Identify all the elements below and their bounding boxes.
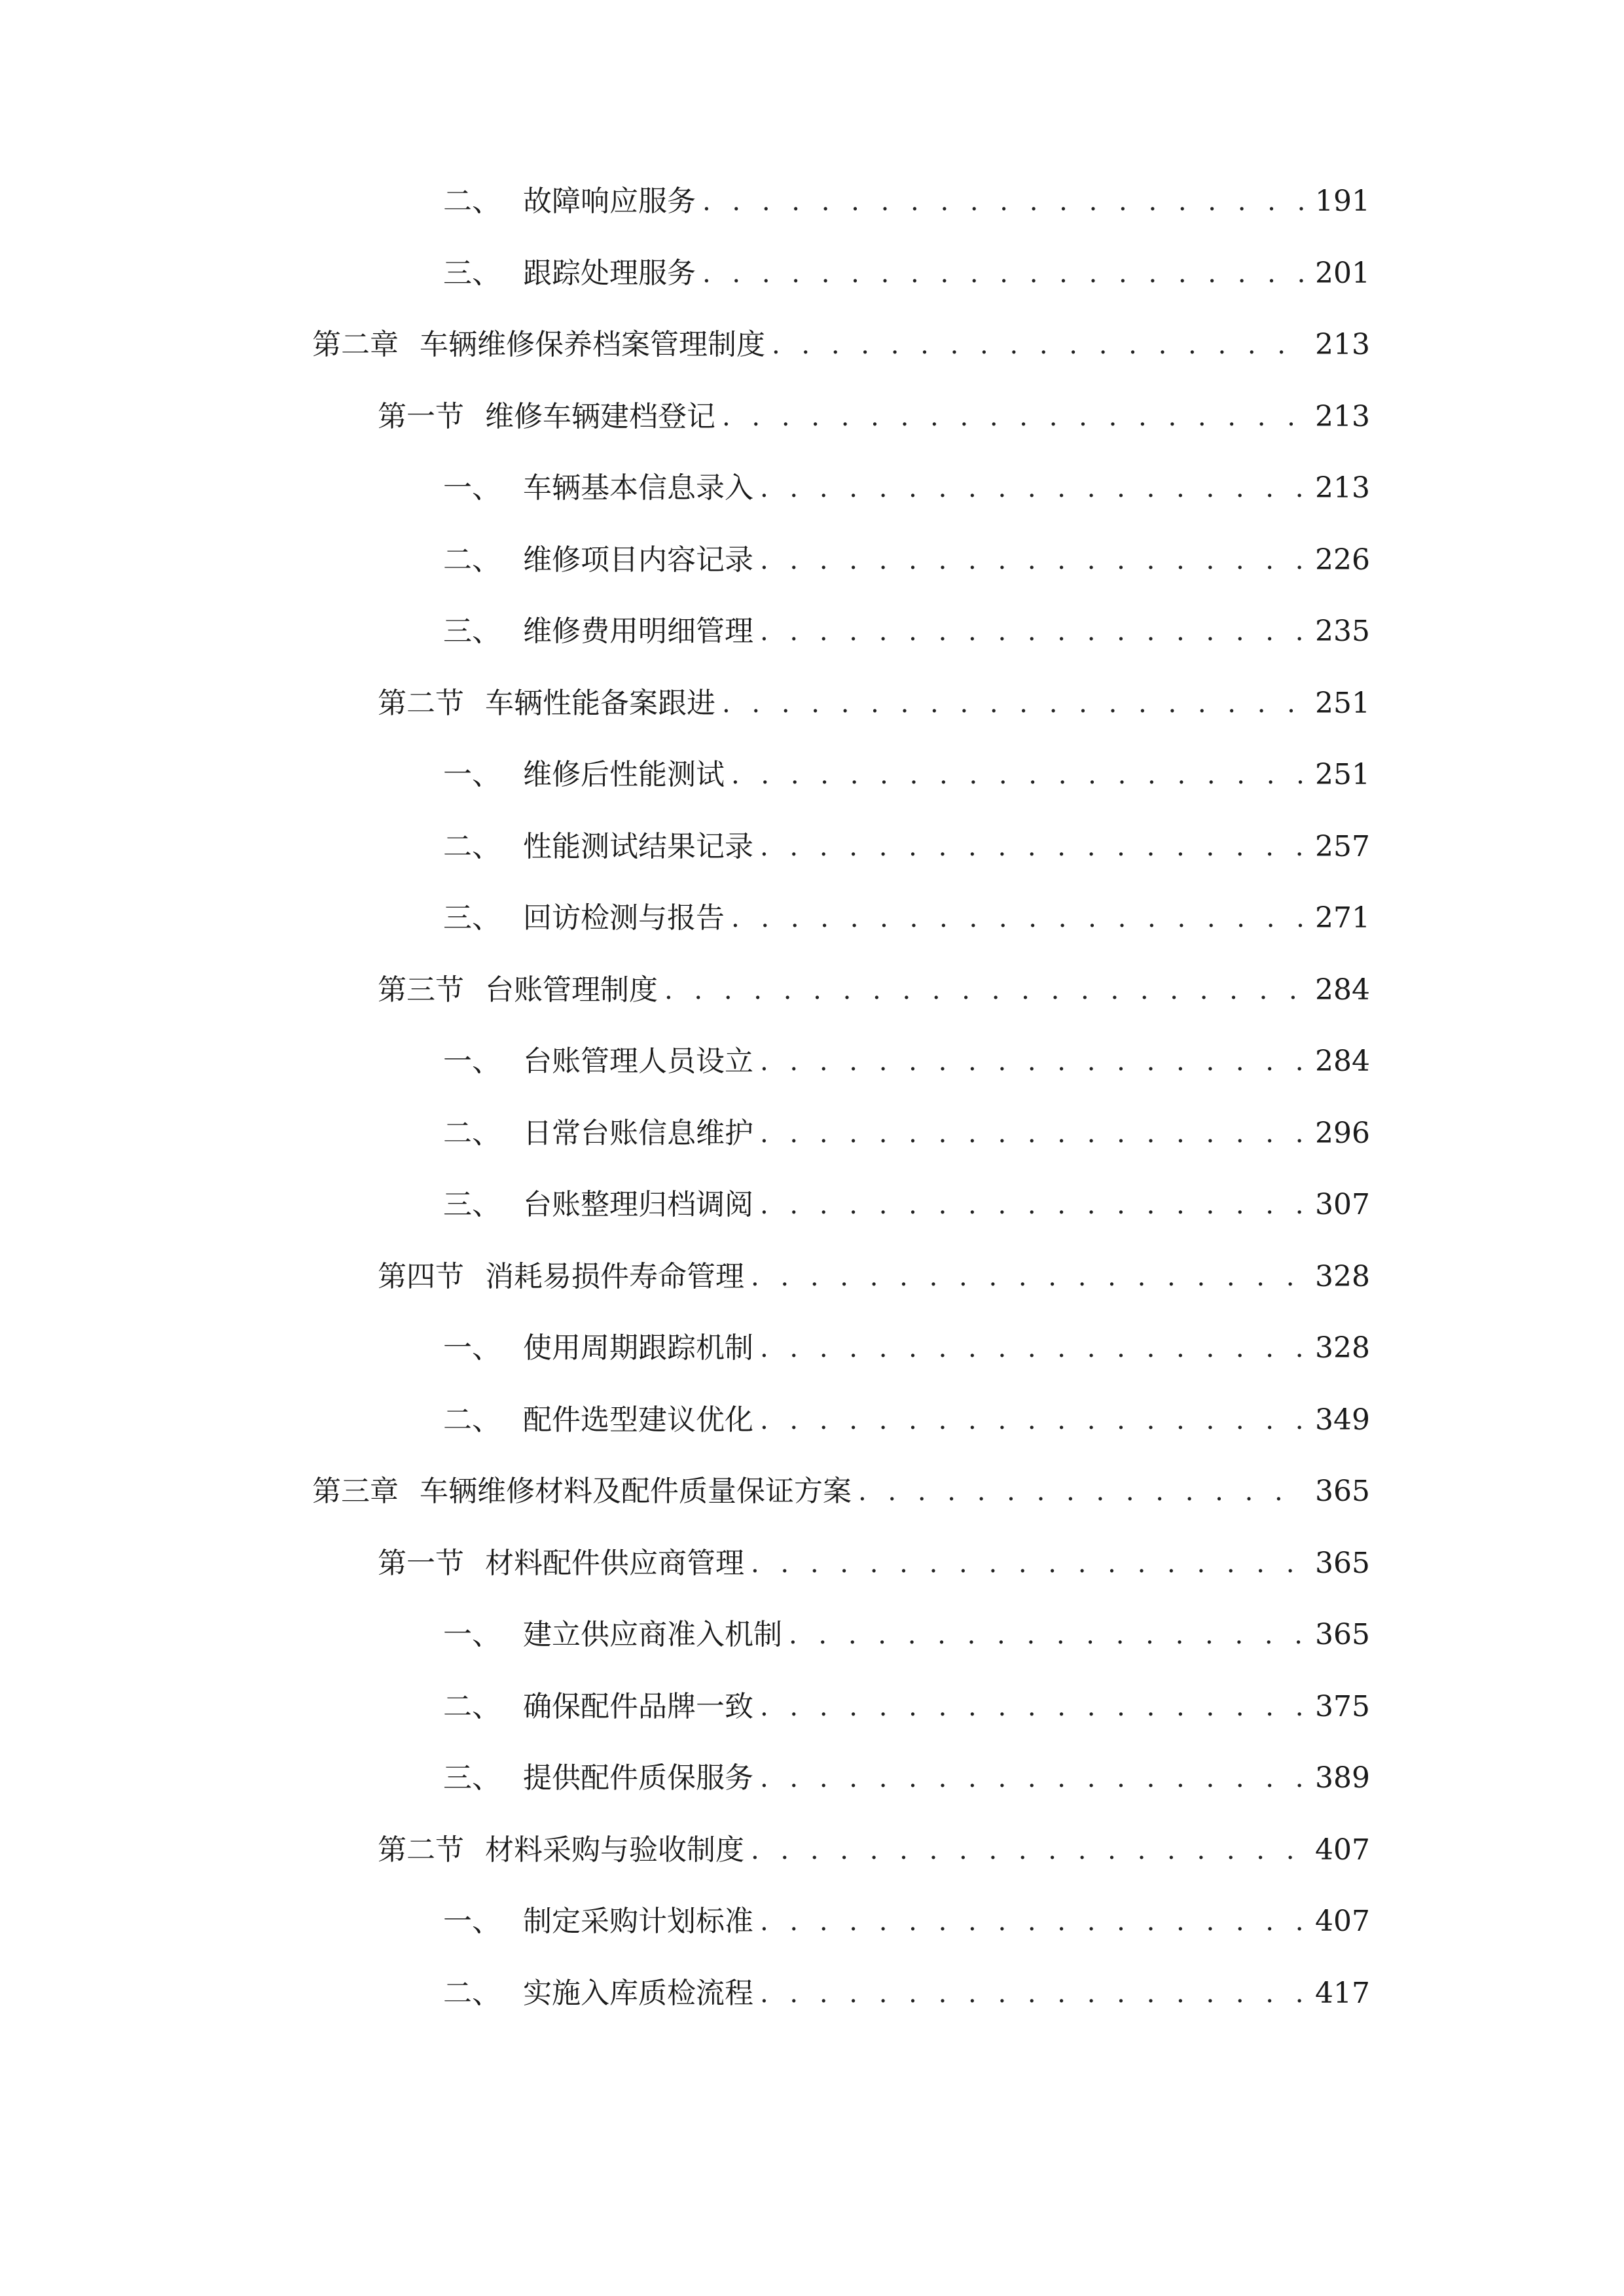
- toc-entry-item[interactable]: [443, 247, 1370, 300]
- toc-page-number: 213: [1315, 471, 1370, 505]
- toc-entry-title: 维修后性能测试: [523, 758, 725, 791]
- toc-entry-item[interactable]: [443, 1609, 1370, 1661]
- toc-page-number: 251: [1315, 758, 1370, 791]
- toc-entry-title: 维修项目内容记录: [523, 543, 753, 577]
- toc-entry-item[interactable]: [443, 1179, 1370, 1231]
- toc-entry-title: 提供配件质保服务: [523, 1761, 753, 1795]
- toc-entry-title: 材料配件供应商管理: [485, 1547, 744, 1580]
- toc-page-number: 365: [1315, 1618, 1370, 1651]
- dot-leader: [731, 749, 1306, 801]
- dot-leader: [760, 1895, 1306, 1948]
- toc-entry-title: 材料采购与验收制度: [485, 1833, 744, 1867]
- dot-leader: [751, 1824, 1306, 1876]
- dot-leader: [760, 1107, 1306, 1160]
- toc-entry-title: 车辆基本信息录入: [523, 471, 753, 505]
- toc-page-number: 251: [1315, 687, 1370, 720]
- dot-leader: [751, 1537, 1306, 1590]
- dot-leader: [760, 1681, 1306, 1733]
- toc-page-number: 375: [1315, 1690, 1370, 1723]
- toc-entry-item[interactable]: [443, 821, 1370, 873]
- toc-entry-title: 实施入库质检流程: [523, 1977, 753, 2010]
- toc-entry-number: 二、: [443, 1690, 501, 1723]
- toc-entry-number: 第二节: [378, 687, 464, 720]
- toc-entry-title: 性能测试结果记录: [523, 830, 753, 863]
- dot-leader: [858, 1465, 1306, 1518]
- toc-entry-title: 日常台账信息维护: [523, 1117, 753, 1150]
- toc-entry-item[interactable]: [443, 1394, 1370, 1446]
- toc-page-number: 328: [1315, 1260, 1370, 1293]
- toc-entry-title: 车辆维修保养档案管理制度: [420, 328, 765, 361]
- toc-entry-number: 二、: [443, 1977, 501, 2010]
- toc-page-number: 407: [1315, 1905, 1370, 1938]
- toc-entry-title: 制定采购计划标准: [523, 1905, 753, 1938]
- toc-entry-section[interactable]: [378, 1537, 1370, 1590]
- toc-entry-number: 第一节: [378, 1547, 464, 1580]
- toc-entry-item[interactable]: [443, 1967, 1370, 2020]
- toc-page-number: 235: [1315, 615, 1370, 648]
- dot-leader: [702, 247, 1306, 300]
- toc-entry-section[interactable]: [378, 964, 1370, 1016]
- toc-entry-number: 三、: [443, 1188, 501, 1221]
- toc-page-number: 365: [1315, 1475, 1370, 1508]
- toc-entry-number: 一、: [443, 1618, 501, 1651]
- toc-entry-number: 二、: [443, 1403, 501, 1437]
- toc-entry-item[interactable]: [443, 175, 1370, 228]
- toc-page-number: 389: [1315, 1761, 1370, 1795]
- toc-page-number: 271: [1315, 901, 1370, 935]
- toc-page-number: 407: [1315, 1833, 1370, 1867]
- toc-page-number: 191: [1315, 185, 1370, 218]
- toc-entry-title: 车辆性能备案跟进: [485, 687, 715, 720]
- toc-entry-section[interactable]: [378, 1251, 1370, 1303]
- dot-leader: [751, 1251, 1306, 1303]
- toc-entry-item[interactable]: [443, 892, 1370, 944]
- toc-entry-number: 三、: [443, 1761, 501, 1795]
- toc-entry-title: 台账管理人员设立: [523, 1045, 753, 1078]
- toc-page-number: 365: [1315, 1547, 1370, 1580]
- dot-leader: [722, 677, 1306, 730]
- dot-leader: [664, 964, 1306, 1016]
- dot-leader: [760, 1967, 1306, 2020]
- dot-leader: [760, 821, 1306, 873]
- toc-entry-number: 第四节: [378, 1260, 464, 1293]
- toc-entry-number: 三、: [443, 901, 501, 935]
- toc-entry-item[interactable]: [443, 1895, 1370, 1948]
- toc-entry-number: 一、: [443, 1331, 501, 1365]
- toc-entry-number: 第二章: [312, 328, 399, 361]
- dot-leader: [760, 1322, 1306, 1374]
- toc-entry-title: 使用周期跟踪机制: [523, 1331, 753, 1365]
- toc-entry-title: 故障响应服务: [523, 185, 696, 218]
- toc-entry-title: 车辆维修材料及配件质量保证方案: [420, 1475, 852, 1508]
- toc-entry-number: 二、: [443, 1117, 501, 1150]
- toc-entry-item[interactable]: [443, 1752, 1370, 1804]
- toc-page-number: 296: [1315, 1117, 1370, 1150]
- toc-entry-title: 消耗易损件寿命管理: [485, 1260, 744, 1293]
- dot-leader: [760, 605, 1306, 658]
- toc-page-number: 307: [1315, 1188, 1370, 1221]
- toc-entry-item[interactable]: [443, 1107, 1370, 1160]
- toc-entry-number: 二、: [443, 830, 501, 863]
- toc-entry-number: 二、: [443, 185, 501, 218]
- dot-leader: [760, 1179, 1306, 1231]
- toc-page-number: 284: [1315, 1045, 1370, 1078]
- toc-entry-item[interactable]: [443, 749, 1370, 801]
- toc-entry-item[interactable]: [443, 605, 1370, 658]
- dot-leader: [702, 175, 1306, 228]
- toc-entry-item[interactable]: [443, 1035, 1370, 1088]
- toc-page-number: 213: [1315, 400, 1370, 433]
- toc-entry-item[interactable]: [443, 462, 1370, 514]
- toc-page-number: 328: [1315, 1331, 1370, 1365]
- dot-leader: [760, 462, 1306, 514]
- toc-entry-number: 第三章: [312, 1475, 399, 1508]
- toc-entry-item[interactable]: [443, 1322, 1370, 1374]
- toc-entry-title: 维修费用明细管理: [523, 615, 753, 648]
- toc-entry-title: 回访检测与报告: [523, 901, 725, 935]
- toc-page-number: 226: [1315, 543, 1370, 577]
- toc-entry-number: 第二节: [378, 1833, 464, 1867]
- toc-page-number: 257: [1315, 830, 1370, 863]
- toc-entry-item[interactable]: [443, 1681, 1370, 1733]
- dot-leader: [789, 1609, 1306, 1661]
- toc-page-number: 213: [1315, 328, 1370, 361]
- toc-entry-title: 跟踪处理服务: [523, 257, 696, 290]
- toc-entry-number: 一、: [443, 471, 501, 505]
- toc-page-number: 417: [1315, 1977, 1370, 2010]
- toc-entry-title: 台账整理归档调阅: [523, 1188, 753, 1221]
- dot-leader: [760, 1394, 1306, 1446]
- dot-leader: [760, 1752, 1306, 1804]
- toc-entry-number: 第一节: [378, 400, 464, 433]
- toc-entry-chapter[interactable]: [312, 1465, 1370, 1518]
- toc-entry-title: 维修车辆建档登记: [485, 400, 715, 433]
- toc-page-number: 201: [1315, 257, 1370, 290]
- dot-leader: [760, 534, 1306, 586]
- dot-leader: [772, 319, 1306, 371]
- toc-entry-item[interactable]: [443, 534, 1370, 586]
- toc-entry-number: 第三节: [378, 973, 464, 1007]
- toc-entry-title: 台账管理制度: [485, 973, 658, 1007]
- dot-leader: [760, 1035, 1306, 1088]
- toc-entry-title: 配件选型建议优化: [523, 1403, 753, 1437]
- toc-entry-section[interactable]: [378, 677, 1370, 730]
- toc-page-number: 349: [1315, 1403, 1370, 1437]
- toc-entry-title: 建立供应商准入机制: [523, 1618, 782, 1651]
- toc-entry-number: 一、: [443, 1045, 501, 1078]
- toc-entry-number: 二、: [443, 543, 501, 577]
- toc-entry-section[interactable]: [378, 1824, 1370, 1876]
- toc-entry-chapter[interactable]: [312, 319, 1370, 371]
- dot-leader: [731, 892, 1306, 944]
- toc-entry-number: 一、: [443, 1905, 501, 1938]
- toc-entry-title: 确保配件品牌一致: [523, 1690, 753, 1723]
- toc-entry-number: 三、: [443, 257, 501, 290]
- toc-entry-section[interactable]: [378, 391, 1370, 443]
- dot-leader: [722, 391, 1306, 443]
- toc-entry-number: 三、: [443, 615, 501, 648]
- toc-page-number: 284: [1315, 973, 1370, 1007]
- toc-entry-number: 一、: [443, 758, 501, 791]
